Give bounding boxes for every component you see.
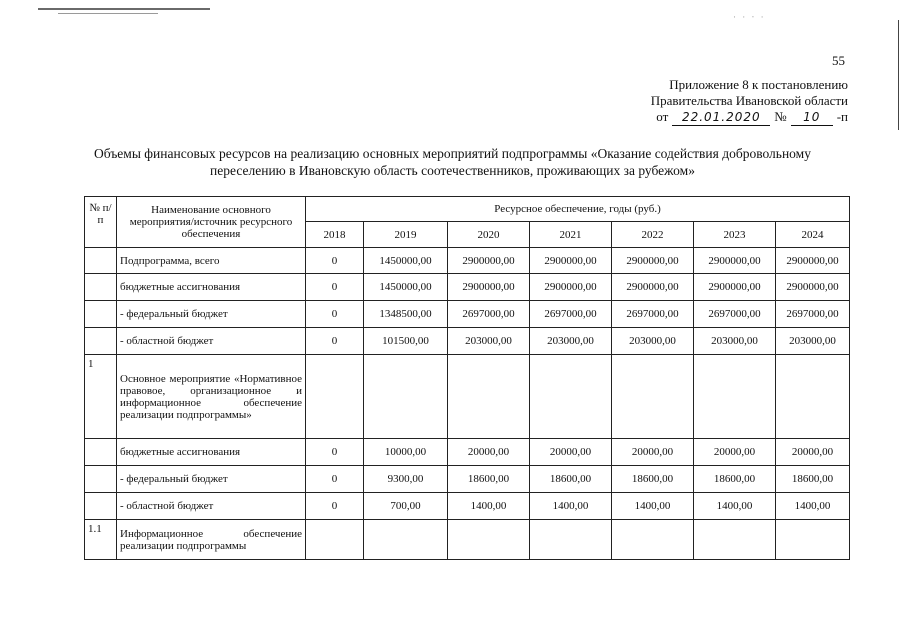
table-row [85,466,850,493]
row-number: 1 [85,355,117,439]
value-cell: 2697000,00 [612,301,694,328]
value-cell [448,520,530,560]
table-body [85,248,850,560]
resources-table [84,196,850,560]
row-number: 1.1 [85,520,117,560]
value-cell: 2900000,00 [612,274,694,301]
value-cell: 20000,00 [612,439,694,466]
row-name: - федеральный бюджет [117,466,306,493]
header-name: Наименование основного мероприятия/источник ресурсного обеспечения [117,197,306,248]
value-cell: 2900000,00 [776,274,850,301]
value-cell [776,355,850,439]
header-year: 2018 [306,222,364,248]
value-cell: 2900000,00 [612,248,694,274]
header-num: № п/п [85,197,117,248]
header-resource: Ресурсное обеспечение, годы (руб.) [306,197,850,222]
document-title: Объемы финансовых ресурсов на реализацию основных мероприятий подпрограммы «Оказание содействия добровольному переселению в Ивановскую область соотечественников, проживающих за рубежом» [94,146,811,178]
page-number: 55 [832,53,845,68]
row-number [85,301,117,328]
header-row [85,197,850,222]
from-label: от [656,109,669,124]
value-cell: 18600,00 [612,466,694,493]
value-cell: 20000,00 [448,439,530,466]
value-cell [612,520,694,560]
scan-artifact-marks: · · ‧ · [733,12,766,22]
value-cell: 1450000,00 [364,274,448,301]
value-cell: 1348500,00 [364,301,448,328]
value-cell: 1400,00 [448,493,530,520]
row-name: бюджетные ассигнования [117,439,306,466]
value-cell: 2900000,00 [530,248,612,274]
scan-artifact-line [58,13,158,14]
value-cell [694,355,776,439]
row-name: Основное мероприятие «Нормативное правовое, организационное и информационное обеспечение реализации подпрограммы» [117,355,306,439]
appendix-decree-line [651,109,848,126]
header-year: 2021 [530,222,612,248]
value-cell [612,355,694,439]
row-number [85,439,117,466]
value-cell: 0 [306,274,364,301]
header-year: 2022 [612,222,694,248]
value-cell: 2900000,00 [448,248,530,274]
value-cell: 20000,00 [694,439,776,466]
value-cell [364,355,448,439]
value-cell: 18600,00 [448,466,530,493]
row-number [85,328,117,355]
value-cell: 18600,00 [694,466,776,493]
value-cell: 1400,00 [776,493,850,520]
value-cell: 2900000,00 [530,274,612,301]
value-cell: 20000,00 [530,439,612,466]
row-number [85,466,117,493]
table-row [85,439,850,466]
value-cell: 2900000,00 [448,274,530,301]
table-row [85,274,850,301]
value-cell: 2697000,00 [530,301,612,328]
value-cell: 203000,00 [612,328,694,355]
value-cell [448,355,530,439]
value-cell [364,520,448,560]
row-number [85,493,117,520]
number-label: № [774,109,787,124]
value-cell [306,520,364,560]
value-cell: 10000,00 [364,439,448,466]
value-cell: 2900000,00 [776,248,850,274]
value-cell: 18600,00 [530,466,612,493]
value-cell: 0 [306,466,364,493]
value-cell: 101500,00 [364,328,448,355]
value-cell: 0 [306,328,364,355]
value-cell: 0 [306,301,364,328]
header-year: 2019 [364,222,448,248]
row-number [85,248,117,274]
header-year: 2024 [776,222,850,248]
value-cell [530,520,612,560]
value-cell: 18600,00 [776,466,850,493]
value-cell: 2900000,00 [694,274,776,301]
row-name: Подпрограмма, всего [117,248,306,274]
number-suffix: -п [836,109,848,124]
value-cell [306,355,364,439]
table-row [85,328,850,355]
row-name: - областной бюджет [117,328,306,355]
decree-number: 10 [791,109,833,126]
header-year: 2020 [448,222,530,248]
value-cell: 1400,00 [694,493,776,520]
appendix-line1: Приложение 8 к постановлению [669,77,848,92]
value-cell [694,520,776,560]
value-cell: 1400,00 [612,493,694,520]
value-cell [776,520,850,560]
header-year: 2023 [694,222,776,248]
value-cell: 2697000,00 [776,301,850,328]
value-cell: 203000,00 [694,328,776,355]
value-cell: 2697000,00 [448,301,530,328]
table-row [85,301,850,328]
row-name: бюджетные ассигнования [117,274,306,301]
table-row [85,248,850,274]
value-cell: 203000,00 [776,328,850,355]
appendix-line2: Правительства Ивановской области [650,93,848,108]
value-cell: 20000,00 [776,439,850,466]
table-row [85,355,850,439]
page-edge-line [898,20,899,130]
value-cell: 0 [306,248,364,274]
value-cell: 1450000,00 [364,248,448,274]
appendix-block [651,77,848,126]
value-cell: 9300,00 [364,466,448,493]
value-cell: 2697000,00 [694,301,776,328]
value-cell: 0 [306,493,364,520]
value-cell: 203000,00 [448,328,530,355]
decree-date: 22.01.2020 [672,109,770,126]
value-cell: 700,00 [364,493,448,520]
value-cell: 1400,00 [530,493,612,520]
scan-artifact-line [38,8,210,10]
value-cell: 2900000,00 [694,248,776,274]
row-name: - областной бюджет [117,493,306,520]
row-name: - федеральный бюджет [117,301,306,328]
row-name: Информационное обеспечение реализации подпрограммы [117,520,306,560]
value-cell: 0 [306,439,364,466]
table-row [85,493,850,520]
table-row [85,520,850,560]
value-cell: 203000,00 [530,328,612,355]
value-cell [530,355,612,439]
row-number [85,274,117,301]
